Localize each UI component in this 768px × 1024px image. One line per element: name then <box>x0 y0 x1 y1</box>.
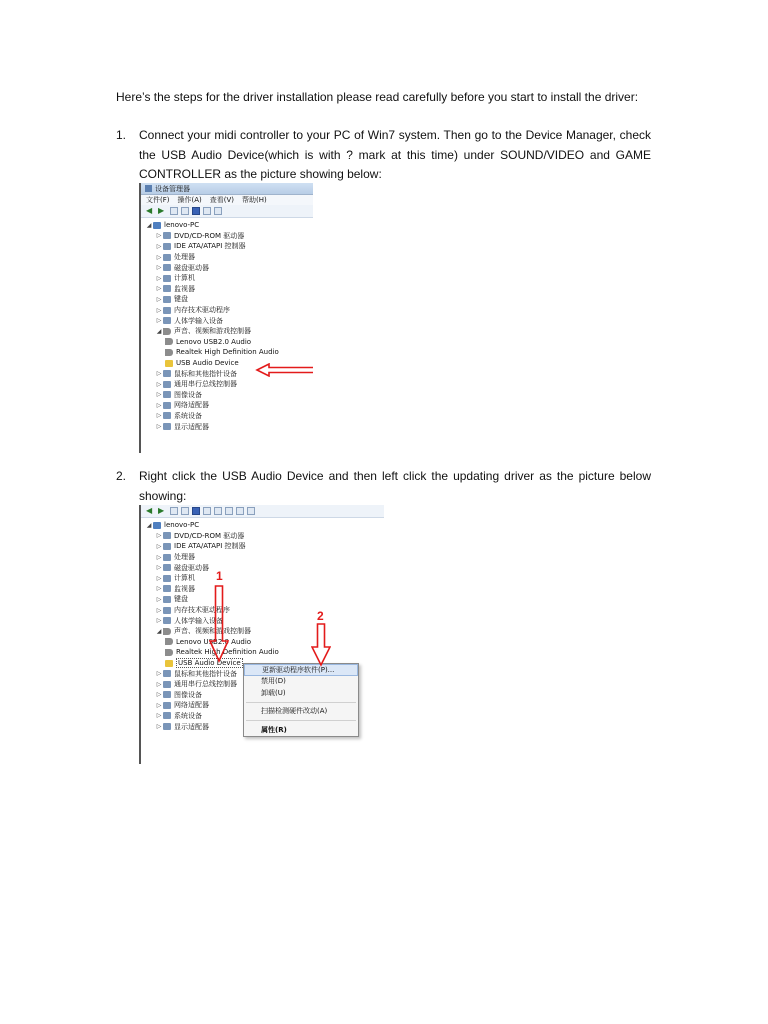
device-category-icon <box>163 243 171 250</box>
device-category-icon <box>163 285 171 292</box>
update-driver-icon[interactable] <box>225 507 233 515</box>
tree-item[interactable]: ▷ 鼠标和其他指针设备 <box>156 369 237 378</box>
tree-item[interactable]: ▷ 磁盘驱动器 <box>156 263 209 272</box>
tree-item[interactable]: ▷ 显示适配器 <box>156 422 209 431</box>
expand-icon[interactable]: ▷ <box>156 242 162 250</box>
device-category-icon <box>163 317 171 324</box>
red-down-arrow-icon <box>209 585 229 663</box>
tree-item[interactable]: ▷ 图像设备 <box>156 690 202 699</box>
device-category-icon <box>163 423 171 430</box>
list-view-icon[interactable] <box>181 207 189 215</box>
expand-icon[interactable]: ▷ <box>156 401 162 409</box>
tree-item[interactable]: ▷ 键盘 <box>156 595 188 604</box>
expand-icon[interactable]: ▷ <box>156 423 162 431</box>
device-category-icon <box>163 370 171 377</box>
scan-hardware-icon[interactable] <box>214 207 222 215</box>
properties-icon[interactable] <box>170 207 178 215</box>
tree-item[interactable]: ▷ IDE ATA/ATAPI 控制器 <box>156 242 246 251</box>
collapse-icon[interactable]: ◢ <box>146 221 152 229</box>
device-category-icon <box>163 596 171 603</box>
back-arrow-icon[interactable]: ◀ <box>146 206 153 215</box>
tree-item[interactable]: ▷ 人体学输入设备 <box>156 616 223 625</box>
tree-item[interactable]: ▷ IDE ATA/ATAPI 控制器 <box>156 542 246 551</box>
expand-icon[interactable]: ▷ <box>156 670 162 678</box>
warning-icon <box>165 360 173 367</box>
tree-item[interactable]: ▷ 计算机 <box>156 574 195 583</box>
context-menu <box>243 663 359 737</box>
tree-item[interactable]: Lenovo USB2.0 Audio <box>145 337 313 348</box>
back-arrow-icon[interactable]: ◀ <box>146 506 153 515</box>
device-category-icon <box>163 585 171 592</box>
tree-item[interactable]: ▷ 磁盘驱动器 <box>156 563 209 572</box>
expand-icon[interactable]: ▷ <box>156 532 162 540</box>
device-category-icon <box>163 554 171 561</box>
expand-icon[interactable]: ▷ <box>156 691 162 699</box>
annotation-marker-2: 2 <box>317 609 324 623</box>
toolbar <box>141 205 313 218</box>
menu-item-update-driver[interactable]: 更新驱动程序软件(P)... <box>244 664 358 676</box>
help-icon[interactable] <box>192 507 200 515</box>
expand-icon[interactable]: ▷ <box>156 595 162 603</box>
tree-item[interactable]: ▷ 内存技术驱动程序 <box>156 606 230 615</box>
menu-bar <box>141 195 313 205</box>
tree-item[interactable]: ▷ 计算机 <box>156 274 195 283</box>
speaker-icon <box>165 638 173 645</box>
expand-icon[interactable]: ▷ <box>156 253 162 261</box>
device-category-icon <box>163 712 171 719</box>
tree-item[interactable]: ▷ 监视器 <box>156 284 195 293</box>
tree-item[interactable]: ▷ 处理器 <box>156 253 195 262</box>
collapse-icon[interactable]: ◢ <box>146 521 152 529</box>
expand-icon[interactable]: ▷ <box>156 370 162 378</box>
tree-item[interactable]: ▷ 处理器 <box>156 553 195 562</box>
speaker-icon <box>165 338 173 345</box>
tree-item[interactable]: Realtek High Definition Audio <box>145 347 313 358</box>
device-category-icon <box>163 543 171 550</box>
help-icon[interactable] <box>192 207 200 215</box>
device-tree <box>141 218 313 432</box>
step-2-text: Right click the USB Audio Device and then left click the updating driver as the picture below showing: <box>139 469 651 503</box>
expand-icon[interactable]: ▷ <box>156 412 162 420</box>
tree-item[interactable]: ▷ 监视器 <box>156 584 195 593</box>
menu-help[interactable]: 帮助(H) <box>242 196 267 204</box>
expand-icon[interactable]: ▷ <box>156 295 162 303</box>
annotation-marker-1: 1 <box>216 569 223 583</box>
tree-item[interactable]: ▷ 系统设备 <box>156 711 202 720</box>
expand-icon[interactable]: ▷ <box>156 306 162 314</box>
menu-item-uninstall[interactable]: 卸载(U) <box>261 688 286 697</box>
expand-icon[interactable]: ▷ <box>156 723 162 731</box>
tree-item-sound[interactable]: ◢ 声音、视频和游戏控制器 <box>156 327 251 336</box>
device-category-icon <box>163 723 171 730</box>
device-category-icon <box>163 254 171 261</box>
menu-view[interactable]: 查看(V) <box>209 196 235 204</box>
device-category-icon <box>163 275 171 282</box>
properties-icon[interactable] <box>170 507 178 515</box>
device-category-icon <box>163 232 171 239</box>
speaker-icon <box>163 628 171 635</box>
device-manager-screenshot-1 <box>139 183 313 453</box>
expand-icon[interactable]: ▷ <box>156 564 162 572</box>
uninstall-icon[interactable] <box>247 507 255 515</box>
expand-icon[interactable]: ▷ <box>156 606 162 614</box>
device-manager-screenshot-2 <box>139 505 384 764</box>
details-icon[interactable] <box>203 507 211 515</box>
expand-icon[interactable]: ▷ <box>156 680 162 688</box>
step-1-text: Connect your midi controller to your PC of Win7 system. Then go to the Device Manager, check the USB Audio Device(which is with ? mark at this time) under SOUND/VIDEO and GAME CONTROLLER as the picture showing below: <box>139 128 651 181</box>
step-2-number: 2. <box>116 469 127 483</box>
tree-item[interactable]: Realtek High Definition Audio <box>145 647 384 658</box>
tree-root[interactable]: ◢ lenovo-PC <box>146 521 200 530</box>
collapse-icon[interactable]: ◢ <box>156 327 162 335</box>
forward-arrow-icon[interactable]: ▶ <box>158 206 165 215</box>
collapse-icon[interactable]: ◢ <box>156 627 162 635</box>
expand-icon[interactable]: ▷ <box>156 712 162 720</box>
tree-item[interactable]: ▷ 图像设备 <box>156 390 202 399</box>
tree-item[interactable]: ▷ 人体学输入设备 <box>156 316 223 325</box>
tree-item[interactable]: ▷ 内存技术驱动程序 <box>156 306 230 315</box>
red-arrow-icon <box>255 363 313 377</box>
tree-item[interactable]: Lenovo USB2.0 Audio <box>145 637 384 648</box>
device-manager-icon <box>145 185 152 192</box>
computer-icon <box>153 222 161 229</box>
expand-icon[interactable]: ▷ <box>156 701 162 709</box>
expand-icon[interactable]: ▷ <box>156 574 162 582</box>
menu-separator <box>246 720 356 721</box>
scan-hardware-icon[interactable] <box>214 507 222 515</box>
list-view-icon[interactable] <box>181 507 189 515</box>
expand-icon[interactable]: ▷ <box>156 232 162 240</box>
device-category-icon <box>163 617 171 624</box>
tree-item[interactable]: ▷ 通用串行总线控制器 <box>156 380 237 389</box>
tree-item-usb-audio[interactable]: USB Audio Device <box>145 658 384 669</box>
speaker-icon <box>165 349 173 356</box>
device-category-icon <box>163 564 171 571</box>
expand-icon[interactable]: ▷ <box>156 391 162 399</box>
menu-separator <box>246 702 356 703</box>
tree-item[interactable]: ▷ DVD/CD-ROM 驱动器 <box>156 531 245 540</box>
expand-icon[interactable]: ▷ <box>156 274 162 282</box>
toolbar <box>141 505 384 518</box>
menu-action[interactable]: 操作(A) <box>177 196 202 204</box>
menu-item-properties[interactable]: 属性(R) <box>261 725 287 734</box>
step-1-number: 1. <box>116 128 127 142</box>
tree-item[interactable]: ▷ 网络适配器 <box>156 401 209 410</box>
tree-item-sound[interactable]: ◢ 声音、视频和游戏控制器 <box>156 627 251 636</box>
tree-item-usb-audio[interactable]: USB Audio Device <box>145 358 313 369</box>
expand-icon[interactable]: ▷ <box>156 380 162 388</box>
device-category-icon <box>163 702 171 709</box>
device-category-icon <box>163 402 171 409</box>
tree-item[interactable]: ▷ 鼠标和其他指针设备 <box>156 669 237 678</box>
expand-icon[interactable]: ▷ <box>156 553 162 561</box>
device-category-icon <box>163 307 171 314</box>
tree-item[interactable]: ▷ 键盘 <box>156 295 188 304</box>
device-category-icon <box>163 691 171 698</box>
red-down-arrow-icon <box>311 623 331 667</box>
device-category-icon <box>163 391 171 398</box>
expand-icon[interactable]: ▷ <box>156 542 162 550</box>
expand-icon[interactable]: ▷ <box>156 317 162 325</box>
device-category-icon <box>163 670 171 677</box>
device-category-icon <box>163 296 171 303</box>
speaker-icon <box>165 649 173 656</box>
tree-item[interactable]: ▷ 系统设备 <box>156 411 202 420</box>
intro-paragraph: Here’s the steps for the driver installation please read carefully before you start to install the driver: <box>116 90 639 104</box>
expand-icon[interactable]: ▷ <box>156 585 162 593</box>
tree-item[interactable]: ▷ DVD/CD-ROM 驱动器 <box>156 231 245 240</box>
expand-icon[interactable]: ▷ <box>156 285 162 293</box>
details-icon[interactable] <box>203 207 211 215</box>
menu-item-scan-hardware[interactable]: 扫描检测硬件改动(A) <box>261 707 328 716</box>
menu-file[interactable]: 文件(F) <box>146 196 170 204</box>
tree-item[interactable]: ▷ 通用串行总线控制器 <box>156 680 237 689</box>
computer-icon <box>153 522 161 529</box>
tree-item[interactable]: ▷ 显示适配器 <box>156 722 209 731</box>
device-category-icon <box>163 681 171 688</box>
warning-icon <box>165 660 173 667</box>
expand-icon[interactable]: ▷ <box>156 264 162 272</box>
device-category-icon <box>163 412 171 419</box>
device-category-icon <box>163 575 171 582</box>
device-category-icon <box>163 381 171 388</box>
menu-item-disable[interactable]: 禁用(D) <box>261 677 286 686</box>
expand-icon[interactable]: ▷ <box>156 617 162 625</box>
forward-arrow-icon[interactable]: ▶ <box>158 506 165 515</box>
tree-root[interactable]: ◢ lenovo-PC <box>146 221 200 230</box>
speaker-icon <box>163 328 171 335</box>
device-category-icon <box>163 264 171 271</box>
tree-item[interactable]: ▷ 网络适配器 <box>156 701 209 710</box>
device-category-icon <box>163 607 171 614</box>
disable-icon[interactable] <box>236 507 244 515</box>
device-category-icon <box>163 532 171 539</box>
window-titlebar <box>141 183 313 195</box>
window-title: 设备管理器 <box>155 184 190 193</box>
